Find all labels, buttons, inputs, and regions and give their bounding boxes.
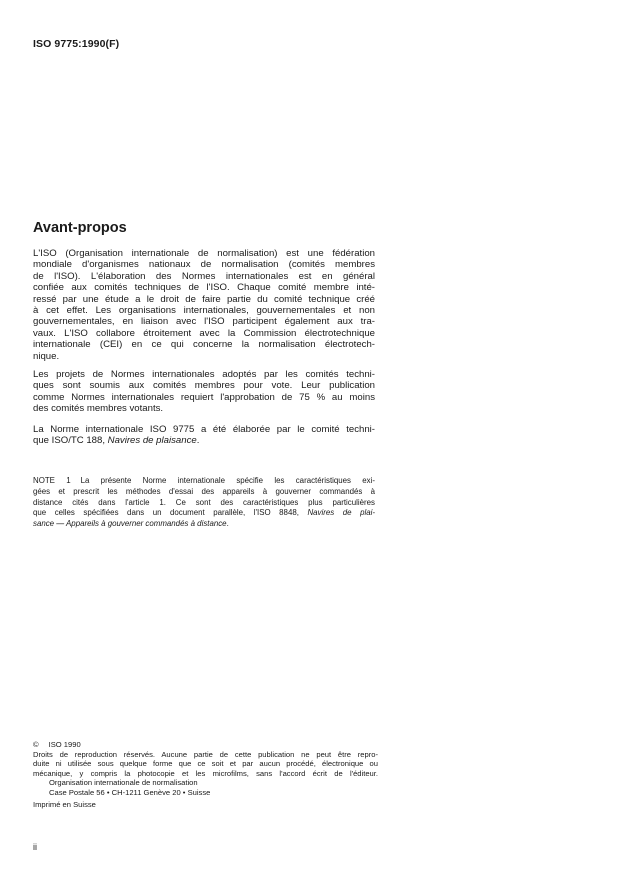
text-line: à cet effet. Les organisations internationales, gouvernementales et non	[33, 305, 375, 317]
text-line: mondiale d'organismes nationaux de normalisation (comités membres	[33, 259, 375, 271]
referenced-title: Navires de plai-	[307, 508, 375, 518]
text-line: comme Normes internationales requiert l'approbation de 75 % au moins	[33, 391, 375, 403]
text-line: confiée aux comités techniques de l'ISO. Chaque comité membre inté-	[33, 282, 375, 294]
section-title: Avant-propos	[33, 220, 127, 236]
foreword-paragraph-1	[33, 248, 375, 362]
foreword-paragraph-2	[33, 369, 375, 415]
postal-address: Case Postale 56 • CH-1211 Genève 20 • Suisse	[49, 787, 211, 797]
referenced-title: sance — Appareils à gouverner commandés à distance	[33, 519, 227, 529]
organisation-name: Organisation internationale de normalisation	[49, 778, 198, 788]
text-line: de l'ISO). L'élaboration des Normes internationales est en général	[33, 270, 375, 282]
text-line: ressé par une étude a le droit de faire partie du comité technique créé	[33, 293, 375, 305]
note-1	[33, 476, 375, 530]
text-line: ques sont soumis aux comités membres pour vote. Leur publication	[33, 380, 375, 392]
text-line	[33, 508, 375, 519]
text-line: gouvernementales, en liaison avec l'ISO participent également aux tra-	[33, 316, 375, 328]
text-segment: que ISO/TC 188,	[33, 435, 108, 447]
text-segment: que celles spécifiées dans un document parallèle, l'ISO 8848,	[33, 508, 308, 518]
printed-in: Imprimé en Suisse	[33, 799, 96, 809]
text-line: La Norme internationale ISO 9775 a été élaborée par le comité techni-	[33, 424, 375, 435]
text-line	[33, 476, 375, 487]
copyright-line	[33, 740, 378, 750]
foreword-paragraph-3	[33, 424, 375, 447]
text-line: distance cités dans l'article 1. Ce sont des caractéristiques plus particulières	[33, 497, 375, 507]
rights-line: mécanique, y compris la photocopie et les microfilms, sans l'accord écrit de l'éditeur.	[33, 768, 378, 778]
document-id-header: ISO 9775:1990(F)	[33, 38, 120, 50]
copyright-symbol: ©	[33, 740, 39, 749]
text-line: L'ISO (Organisation internationale de normalisation) est une fédération	[33, 248, 375, 259]
copyright-block	[33, 740, 378, 809]
text-segment: .	[226, 519, 229, 529]
text-line: nique.	[33, 350, 60, 362]
text-line: vaux. L'ISO collabore étroitement avec la Commission électrotechnique	[33, 327, 375, 339]
text-line: des comités membres votants.	[33, 403, 164, 415]
copyright-holder: ISO 1990	[48, 740, 81, 749]
text-line: Les projets de Normes internationales adoptés par les comités techni-	[33, 369, 375, 380]
text-line: internationale (CEI) en ce qui concerne la normalisation électrotech-	[33, 339, 375, 351]
rights-line: duite ni utilisée sous quelque forme que ce soit et par aucun procédé, électronique ou	[33, 759, 378, 769]
rights-line: Droits de reproduction réservés. Aucune partie de cette publication ne peut être repro-	[33, 749, 378, 759]
text-line	[33, 519, 375, 530]
text-line	[33, 435, 375, 446]
text-line: gées et prescrit les méthodes d'essai des appareils à gouverner commandés à	[33, 486, 375, 496]
text-segment: La présente Norme internationale spécifie les caractéristiques exi-	[80, 476, 376, 485]
note-label: NOTE 1	[33, 476, 71, 485]
page-number: ii	[33, 842, 37, 852]
committee-title: Navires de plaisance	[107, 435, 197, 447]
text-segment: .	[196, 435, 200, 447]
